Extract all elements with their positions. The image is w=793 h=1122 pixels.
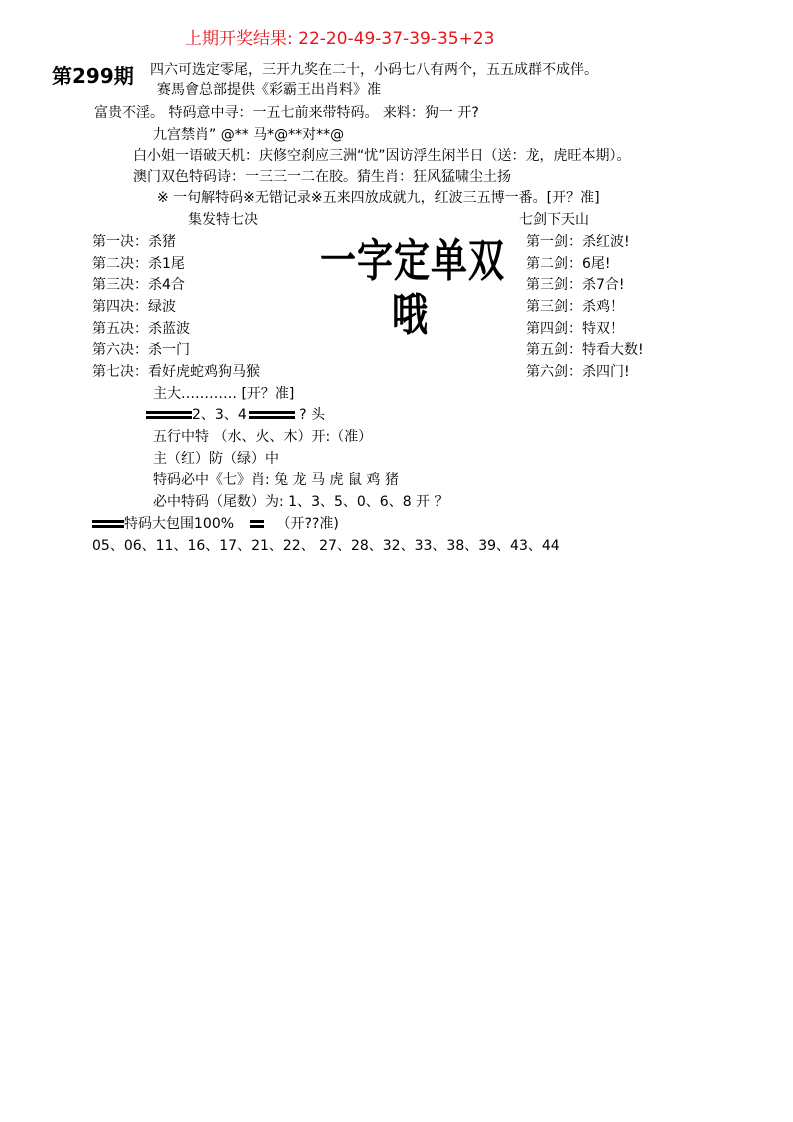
right-block-title: 七剑下天山 [519, 212, 589, 228]
double-bar-icon [92, 518, 124, 530]
red-green-line: 主（红）防（绿）中 [153, 451, 279, 467]
list-item: 第一剑：杀红波! [526, 234, 630, 250]
list-item: 第二剑：6尾! [526, 255, 611, 272]
list-item: 第三剑：杀7合! [526, 277, 625, 294]
poem-line-5: 白小姐一语破天机：庆修空刹应三洲“忧”因访浮生闲半日（送：龙，虎旺本期）。 [133, 148, 631, 164]
triple-bar-icon [249, 409, 295, 421]
poem-line-4: 九宫禁肖” @** 马*@**对**@ [153, 127, 345, 143]
list-item: 第六剑：杀四门! [526, 364, 630, 381]
left-block-title: 集发特七决 [188, 212, 258, 228]
triple-bar-icon [146, 409, 192, 421]
right-block-list [526, 233, 644, 385]
wuxing-line: 五行中特 （水、火、木）开:（准） [153, 429, 373, 445]
list-item: 第三剑：杀鸡！ [526, 299, 624, 316]
baowei-label: 特码大包围100% [124, 516, 235, 532]
number-list: 05、06、11、16、17、21、22、 27、28、32、33、38、39、43、44 [92, 538, 560, 554]
list-item: 第五决：杀蓝波 [92, 320, 190, 337]
zodiac-line: 特码必中《七》肖: 兔 龙 马 虎 鼠 鸡 猪 [153, 472, 399, 488]
list-item: 第四剑：特双！ [526, 320, 624, 337]
tail-digits-line: 必中特码（尾数）为: 1、3、5、0、6、8 开 ？ [153, 494, 449, 510]
list-item: 第三决：杀4合 [92, 277, 185, 294]
list-item: 第六决：杀一门 [92, 342, 190, 359]
heads-line [146, 406, 325, 424]
heads-values: 2、3、4 [192, 407, 247, 423]
poem-line-6: 澳门双色特码诗：一三三一二在胶。猜生肖：狂风猛啸尘土扬 [133, 169, 511, 185]
list-item: 第一决：杀猪 [92, 234, 176, 250]
left-block-list [92, 233, 260, 385]
heads-suffix: ? 头 [294, 407, 326, 423]
list-item: 第五剑：特看大数! [526, 342, 644, 359]
double-bar-icon [250, 518, 264, 530]
list-item: 第七决：看好虎蛇鸡狗马猴 [92, 364, 260, 381]
poem-line-1: 四六可选定零尾，三开九奖在二十，小码七八有两个，五五成群不成伴。 [150, 62, 598, 78]
list-item: 第四决：绿波 [92, 299, 176, 316]
baowei-line [92, 515, 339, 533]
list-item: 第二决：杀1尾 [92, 255, 185, 272]
issue-number: 第299期 [52, 64, 134, 88]
zhu-da-line: 主大………… [开？准] [153, 386, 295, 402]
last-draw-result: 上期开奖结果: 22-20-49-37-39-35+23 [185, 29, 495, 49]
big-title-line-2: 哦 [392, 288, 430, 342]
poem-line-7: ※ 一句解特码※无错记录※五来四放成就九，红波三五博一番。[开？准] [157, 190, 600, 206]
poem-line-2: 赛馬會总部提供《彩霸王出肖料》准 [157, 82, 381, 98]
big-title-line-1: 一字定单双 [320, 234, 506, 288]
baowei-suffix: （开??准) [276, 516, 339, 532]
poem-line-3: 富贵不淫。 特码意中寻：一五七前来带特码。 来料：狗一 开? [94, 105, 479, 121]
